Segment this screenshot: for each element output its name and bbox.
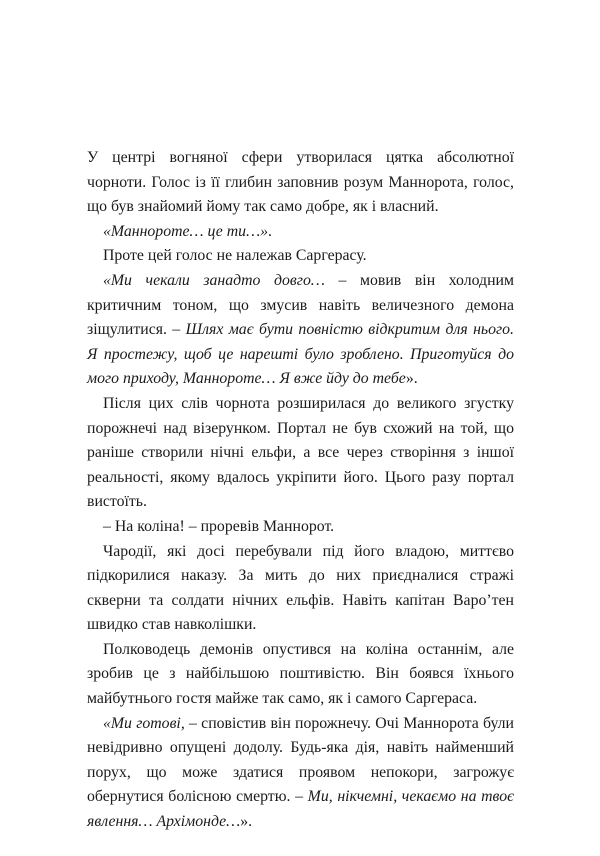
text-run-italic: «Ми чекали занадто довго… xyxy=(103,271,325,289)
text-run: – На коліна! – проревів Маннорот. xyxy=(103,517,335,535)
paragraph xyxy=(87,220,514,245)
text-run-italic: «Манноротe… це ти…» xyxy=(103,222,269,240)
paragraph xyxy=(87,712,514,835)
paragraph xyxy=(87,269,514,392)
paragraph xyxy=(87,638,514,712)
text-run: – сповістив він порожнечу. Очі Маннорота були невідривно опущені додолу. Будь-яка дія, навіть найменший порух, що може здатися проявом непокори, загрожує обернутися болісною смертю. – xyxy=(87,714,515,806)
text-run: Проте цей голос не належав Саргерасу. xyxy=(103,247,367,265)
text-run: – мовив він холодним критичним тоном, що змусив навіть величезного демона зіщулитися. – xyxy=(87,271,514,339)
text-run: Після цих слів чорнота розширилася до великого згустку порожнечі над візерунком. Портал не був схожий на той, що раніше створили нічні ельфи, а все через створіння з іншої реальності, якому вдалось укріпити його. Цього разу портал вистоїть. xyxy=(87,394,514,511)
text-run: Полководець демонів опустився на коліна останнім, але зробив це з найбільшою поштивістю. Він боявся їхнього майбутнього гостя майже так само, як і самого Саргераса. xyxy=(87,640,514,708)
text-run: ». xyxy=(405,370,418,388)
paragraph xyxy=(87,146,514,220)
text-run-italic: «Ми готові, xyxy=(103,714,185,732)
paragraph xyxy=(87,515,514,540)
paragraph xyxy=(87,244,514,269)
text-run-italic: Ми, нікчемні, чекаємо на твоє явлення… Архімонде… xyxy=(87,788,514,831)
paragraph xyxy=(87,540,514,638)
body-text xyxy=(87,146,514,835)
text-run: . xyxy=(268,222,272,240)
text-run: У центрі вогняної сфери утворилася цятка абсолютної чорноти. Голос із її глибин заповнив розум Маннорота, голос, що був знайомий йому так само добре, як і власний. xyxy=(87,149,514,216)
text-run: ». xyxy=(240,813,253,831)
text-run: Чародії, які досі перебували під його владою, миттєво підкорилися наказу. За мить до них приєдналися стражі скверни та солдати нічних ельфів. Навіть капітан Варо’тен швидко став навколішки. xyxy=(87,542,514,634)
text-run-italic: Шлях має бути повністю відкритим для нього. Я простежу, щоб це нарешті було зроблено. Приготуйся до мого приходу, Манноротe… Я вже йду до тебе xyxy=(87,321,514,388)
paragraph xyxy=(87,392,514,515)
